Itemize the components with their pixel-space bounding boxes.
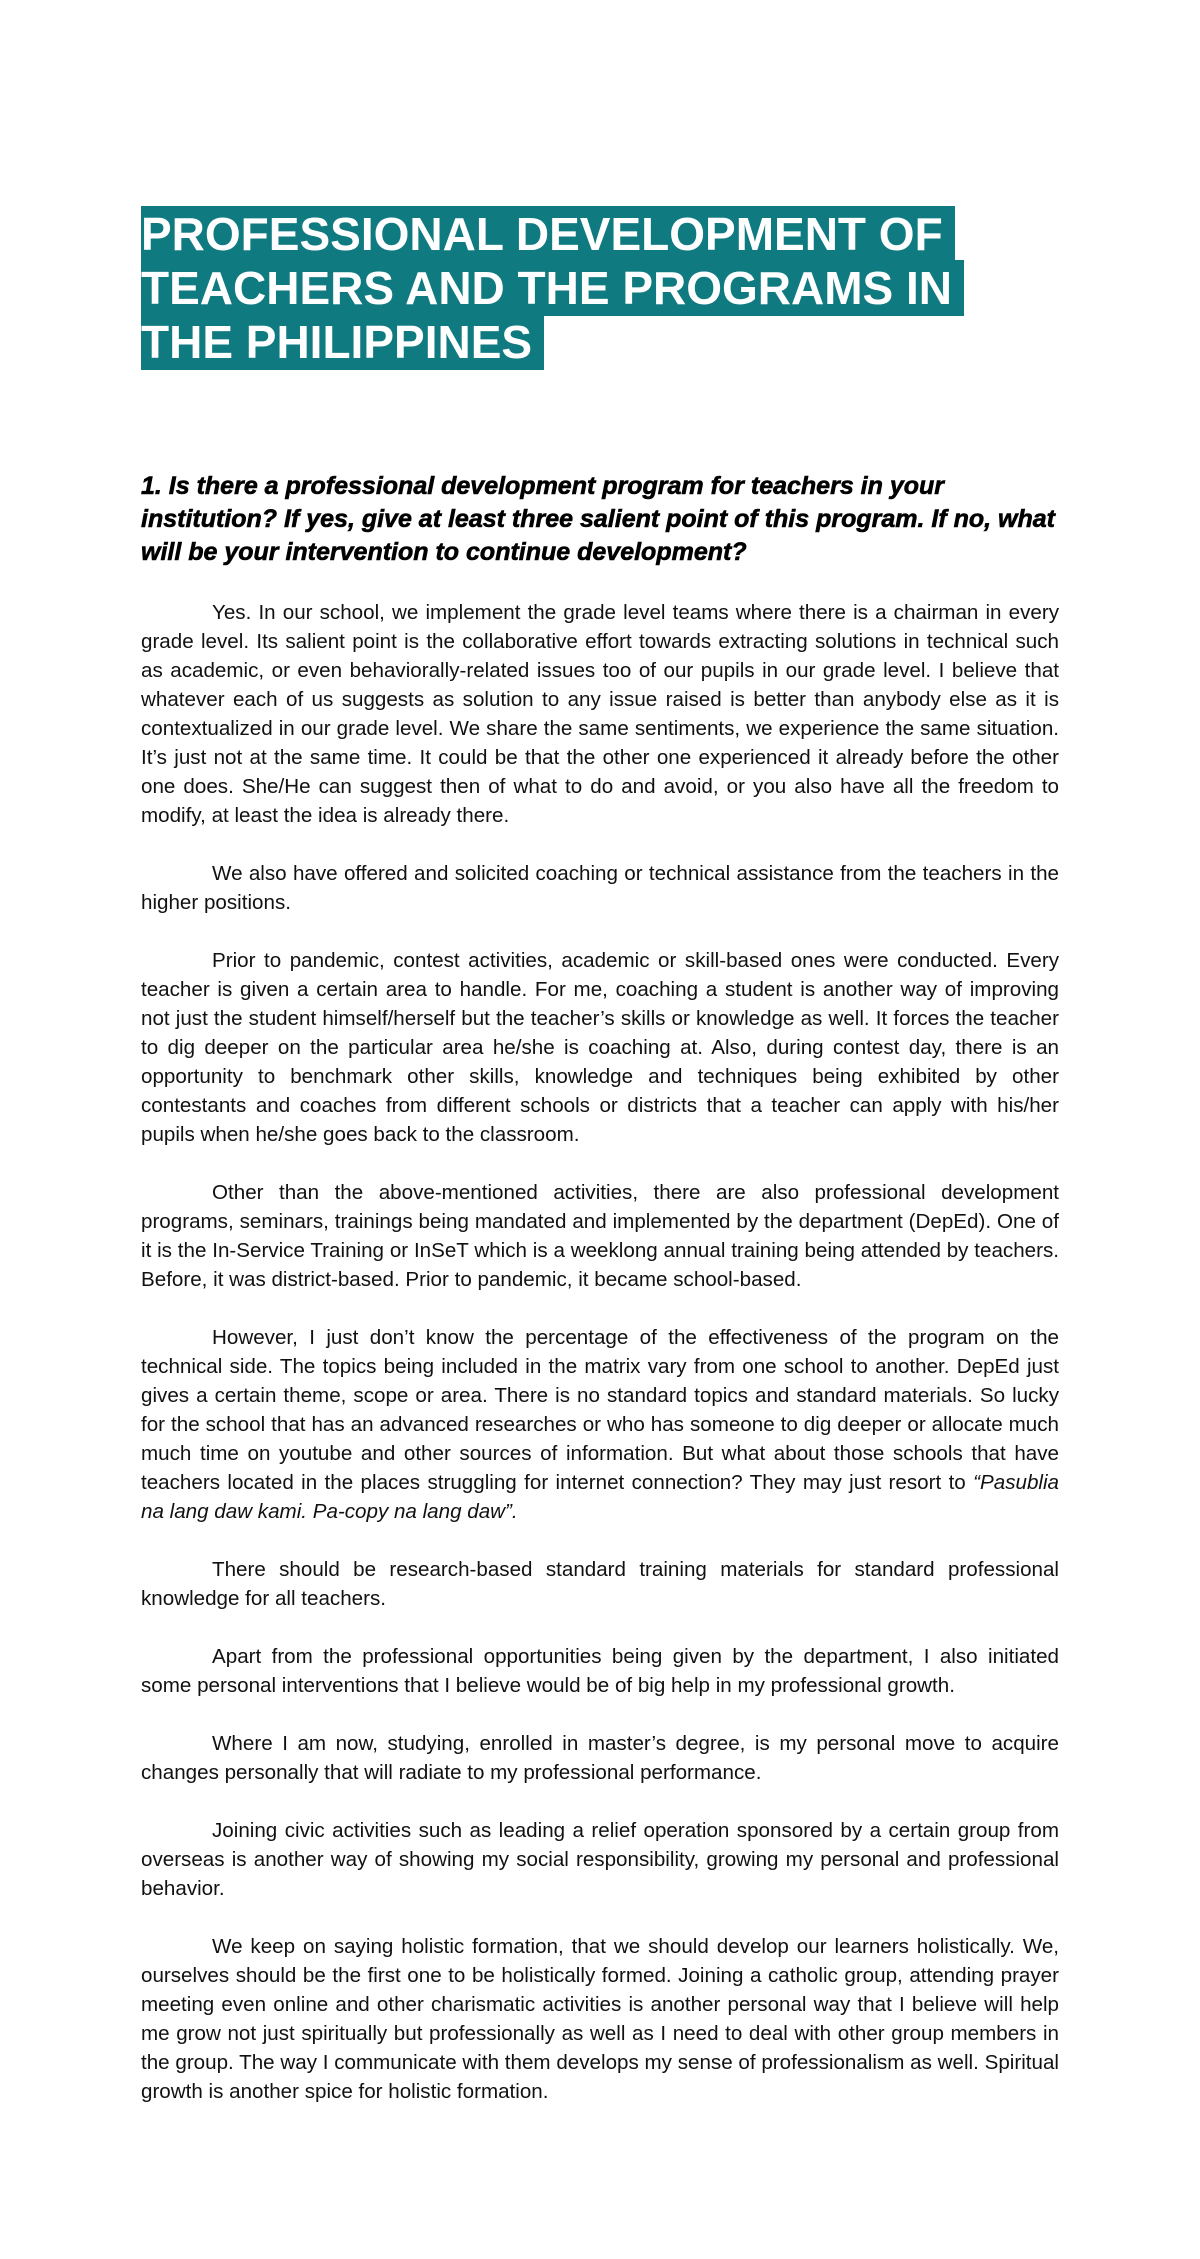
paragraph-3: Prior to pandemic, contest activities, academic or skill-based ones were conducted. Every teacher is given a certain area to handle. For me, coaching a student is another way of improving not just the student himself/herself but the teacher’s skills or knowledge as well. It forces the teacher to dig deeper on the particular area he/she is coaching at. Also, during contest day, there is an opportunity to benchmark other skills, knowledge and techniques being exhibited by other contestants and coaches from different schools or districts that a teacher can apply with his/her pupils when he/she goes back to the classroom.	[141, 949, 1059, 1146]
paragraph-1: Yes. In our school, we implement the grade level teams where there is a chairman in every grade level. Its salient point is the collaborative effort towards extracting solutions in technical such as academic, or even behaviorally-related issues too of our pupils in our grade level. I believe that whatever each of us suggests as solution to any issue raised is better than anybody else as it is contextualized in our grade level. We share the same sentiments, we experience the same situation. It’s just not at the same time. It could be that the other one experienced it already before the other one does. She/He can suggest then of what to do and avoid, or you also have all the freedom to modify, at least the idea is already there.	[141, 601, 1059, 827]
paragraph-2: We also have offered and solicited coaching or technical assistance from the teachers in the higher positions.	[141, 862, 1059, 914]
paragraph-9: Joining civic activities such as leading a relief operation sponsored by a certain group from overseas is another way of showing my social responsibility, growing my personal and professional behavior.	[141, 1819, 1059, 1900]
answer-body	[141, 598, 1059, 2135]
paragraph-6: There should be research-based standard training materials for standard professional knowledge for all teachers.	[141, 1558, 1059, 1610]
page-title	[141, 207, 1041, 369]
question-heading: 1. Is there a professional development program for teachers in your institution? If yes, give at least three salient point of this program. If no, what will be your intervention to continue development?	[141, 472, 1055, 566]
paragraph-4: Other than the above-mentioned activities, there are also professional development programs, seminars, trainings being mandated and implemented by the department (DepEd). One of it is the In-Service Training or InSeT which is a weeklong annual training being attended by teachers. Before, it was district-based. Prior to pandemic, it became school-based.	[141, 1181, 1059, 1291]
paragraph-8: Where I am now, studying, enrolled in master’s degree, is my personal move to acquire changes personally that will radiate to my professional performance.	[141, 1732, 1059, 1784]
paragraph-10: We keep on saying holistic formation, that we should develop our learners holistically. We, ourselves should be the first one to be holistically formed. Joining a catholic group, attending prayer meeting even online and other charismatic activities is another personal way that I believe will help me grow not just spiritually but professionally as well as I need to deal with other group members in the group. The way I communicate with them develops my sense of professionalism as well. Spiritual growth is another spice for holistic formation.	[141, 1935, 1059, 2103]
paragraph-7: Apart from the professional opportunities being given by the department, I also initiated some personal interventions that I believe would be of big help in my professional growth.	[141, 1645, 1059, 1697]
title-block	[141, 207, 1041, 369]
paragraph-5-quote: “Pasublia na lang daw kami. Pa-copy na lang daw”.	[141, 1471, 1059, 1523]
title-highlight: PROFESSIONAL DEVELOPMENT OF TEACHERS AND THE PROGRAMS IN THE PHILIPPINES	[141, 206, 964, 370]
paragraph-5-text: However, I just don’t know the percentage of the effectiveness of the program on the technical side. The topics being included in the matrix vary from one school to another. DepEd just gives a certain theme, scope or area. There is no standard topics and standard materials. So lucky for the school that has an advanced researches or who has someone to dig deeper or allocate much much time on youtube and other sources of information. But what about those schools that have teachers located in the places struggling for internet connection? They may just resort to	[141, 1326, 1059, 1494]
paragraph-5	[141, 1323, 1059, 1526]
